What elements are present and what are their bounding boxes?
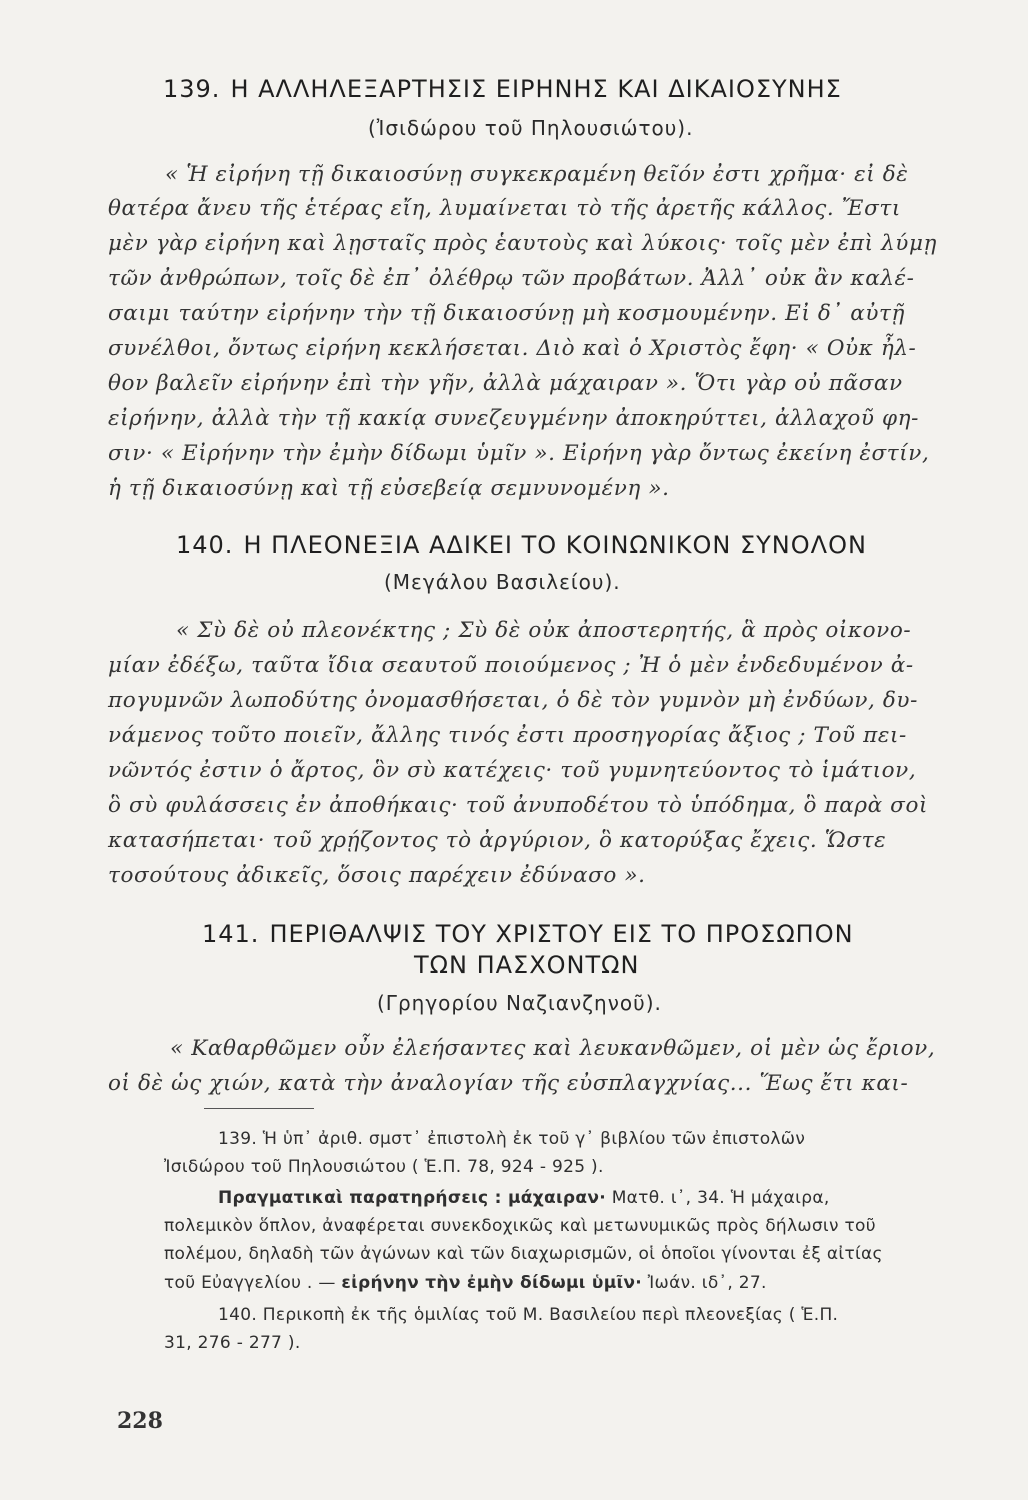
- footnote-139-line2: Ἰσιδώρου τοῦ Πηλουσιώτου ( Ἑ.Π. 78, 924 - 925 ).: [164, 1157, 604, 1177]
- body-line: εἰρήνην, ἀλλὰ τὴν τῇ κακίᾳ συνεζευγμένην ἀποκηρύττει, ἀλλαχοῦ φη-: [108, 406, 919, 431]
- footnote-remarks-line2: πολεμικὸν ὅπλον, ἀναφέρεται συνεκδοχικῶς καὶ μετωνυμικῶς πρὸς δήλωσιν τοῦ: [164, 1216, 876, 1236]
- footnote-remarks-line4: [164, 1273, 767, 1293]
- section-title: Η ΠΛΕΟΝΕΞΙΑ ΑΔΙΚΕΙ ΤΟ ΚΟΙΝΩΝΙΚΟΝ ΣΥΝΟΛΟΝ: [243, 531, 867, 559]
- footnote-separator: [204, 1108, 314, 1109]
- remarks-text: Ματθ. ι᾽, 34. Ἡ μάχαιρα,: [606, 1188, 830, 1208]
- footnote-140-line2: 31, 276 - 277 ).: [164, 1333, 301, 1353]
- body-line: σαιμι ταύτην εἰρήνην τὴν τῇ δικαιοσύνῃ μὴ κοσμουμένην. Εἰ δ᾽ αὐτῇ: [108, 301, 906, 326]
- section-141-author: (Γρηγορίου Ναζιανζηνοῦ).: [377, 991, 662, 1015]
- body-line: θατέρα ἄνευ τῆς ἑτέρας εἴη, λυμαίνεται τὸ τῆς ἀρετῆς κάλλος. Ἔστι: [108, 196, 901, 221]
- body-line: ἡ τῇ δικαιοσύνῃ καὶ τῇ εὐσεβείᾳ σεμνυνομένη ».: [108, 476, 670, 501]
- body-line: σιν· « Εἰρήνην τὴν ἐμὴν δίδωμι ὑμῖν ». Εἰρήνη γὰρ ὄντως ἐκείνη ἐστίν,: [108, 441, 930, 466]
- remarks-quote: εἰρήνην τὴν ἐμὴν δίδωμι ὑμῖν·: [341, 1273, 643, 1293]
- body-line: ὃ σὺ φυλάσσεις ἐν ἀποθήκαις· τοῦ ἀνυποδέτου τὸ ὑπόδημα, ὃ παρὰ σοὶ: [108, 793, 929, 818]
- body-line: τοσούτους ἀδικεῖς, ὅσοις παρέχειν ἐδύνασο ».: [108, 863, 646, 888]
- remarks-text: τοῦ Εὐαγγελίου . —: [164, 1273, 342, 1293]
- page-number: 228: [117, 1408, 163, 1434]
- footnote-remarks-line1: [218, 1188, 830, 1208]
- section-140-author: (Μεγάλου Βασιλείου).: [384, 570, 621, 594]
- section-141-heading: [202, 920, 854, 948]
- section-140-heading: [176, 531, 867, 559]
- footnote-remarks-line3: πολέμου, δηλαδὴ τῶν ἀγώνων καὶ τῶν διαχωρισμῶν, οἱ ὁποῖοι γίνονται ἐξ αἰτίας: [164, 1244, 883, 1264]
- body-line: κατασήπεται· τοῦ χρῄζοντος τὸ ἀργύριον, ὃ κατορύξας ἔχεις. Ὥστε: [108, 828, 887, 853]
- section-139-heading: [163, 75, 842, 103]
- section-number: 139.: [163, 75, 221, 103]
- body-line: τῶν ἀνθρώπων, τοῖς δὲ ἐπ᾽ ὀλέθρῳ τῶν προβάτων. Ἀλλ᾽ οὐκ ἂν καλέ-: [108, 266, 915, 291]
- body-line: « Ἡ εἰρήνη τῇ δικαιοσύνῃ συγκεκραμένη θεῖόν ἐστι χρῆμα· εἰ δὲ: [165, 162, 909, 187]
- body-line: θον βαλεῖν εἰρήνην ἐπὶ τὴν γῆν, ἀλλὰ μάχαιραν ». Ὅτι γὰρ οὐ πᾶσαν: [108, 371, 903, 396]
- body-line: νῶντός ἐστιν ὁ ἄρτος, ὃν σὺ κατέχεις· τοῦ γυμνητεύοντος τὸ ἱμάτιον,: [108, 758, 917, 783]
- section-number: 141.: [202, 920, 260, 948]
- section-title: ΠΕΡΙΘΑΛΨΙΣ ΤΟΥ ΧΡΙΣΤΟΥ ΕΙΣ ΤΟ ΠΡΟΣΩΠΟΝ: [269, 920, 854, 948]
- remarks-label: Πραγματικαὶ παρατηρήσεις : μάχαιραν·: [218, 1188, 606, 1208]
- body-line: πογυμνῶν λωποδύτης ὀνομασθήσεται, ὁ δὲ τὸν γυμνὸν μὴ ἐνδύων, δυ-: [108, 688, 918, 713]
- body-line: συνέλθοι, ὄντως εἰρήνη κεκλήσεται. Διὸ καὶ ὁ Χριστὸς ἔφη· « Οὐκ ἦλ-: [108, 336, 917, 361]
- body-line: μὲν γὰρ εἰρήνη καὶ λῃσταῖς πρὸς ἑαυτοὺς καὶ λύκοις· τοῖς μὲν ἐπὶ λύμῃ: [108, 231, 938, 256]
- body-line: οἱ δὲ ὡς χιών, κατὰ τὴν ἀναλογίαν τῆς εὐσπλαγχνίας... Ἕως ἔτι και-: [108, 1071, 909, 1096]
- remarks-text: Ἰωάν. ιδ᾽, 27.: [642, 1273, 767, 1293]
- footnote-139-line1: 139. Ἡ ὑπ᾽ ἀριθ. σμστ᾽ ἐπιστολὴ ἐκ τοῦ γ᾽ βιβλίου τῶν ἐπιστολῶν: [218, 1129, 806, 1149]
- body-line: νάμενος τοῦτο ποιεῖν, ἄλλης τινός ἐστι προσηγορίας ἄξιος ; Τοῦ πει-: [108, 723, 907, 748]
- body-line: « Καθαρθῶμεν οὖν ἐλεήσαντες καὶ λευκανθῶμεν, οἱ μὲν ὡς ἔριον,: [170, 1036, 936, 1061]
- section-139-author: (Ἰσιδώρου τοῦ Πηλουσιώτου).: [368, 116, 694, 140]
- section-141-heading-line2: ΤΩΝ ΠΑΣΧΟΝΤΩΝ: [414, 951, 640, 979]
- body-line: « Σὺ δὲ οὐ πλεονέκτης ; Σὺ δὲ οὐκ ἀποστερητής, ἃ πρὸς οἰκονο-: [176, 618, 912, 643]
- footnote-140-line1: 140. Περικοπὴ ἐκ τῆς ὁμιλίας τοῦ Μ. Βασιλείου περὶ πλεονεξίας ( Ἑ.Π.: [218, 1305, 839, 1325]
- section-number: 140.: [176, 531, 234, 559]
- section-title: Η ΑΛΛΗΛΕΞΑΡΤΗΣΙΣ ΕΙΡΗΝΗΣ ΚΑΙ ΔΙΚΑΙΟΣΥΝΗΣ: [230, 75, 842, 103]
- body-line: μίαν ἐδέξω, ταῦτα ἴδια σεαυτοῦ ποιούμενος ; Ἠ ὁ μὲν ἐνδεδυμένον ἀ-: [108, 653, 914, 678]
